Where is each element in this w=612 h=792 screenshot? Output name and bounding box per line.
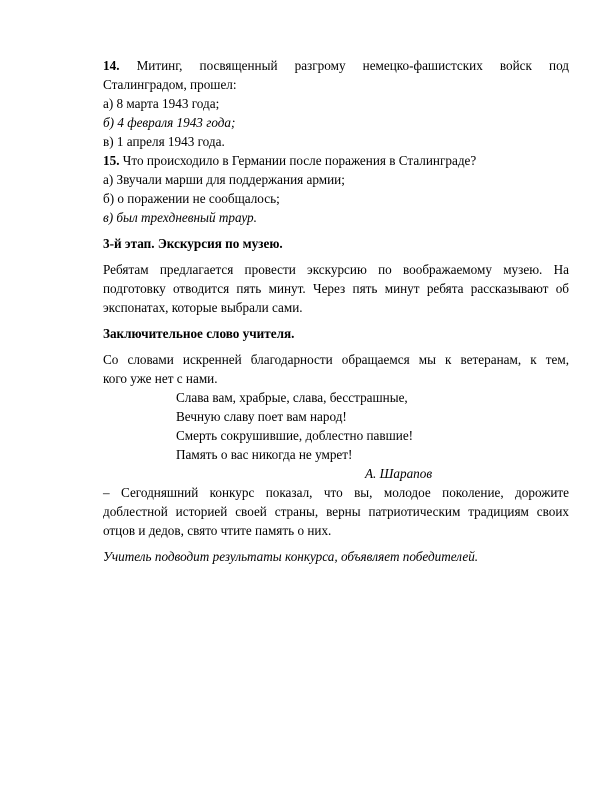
closing-intro-line-2: кого уже нет с нами. (103, 371, 218, 386)
poem-line-4: Память о вас никогда не умрет! (176, 447, 353, 462)
question-15-answer-c: в) был трехдневный траур. (103, 210, 257, 225)
poem-line-1: Слава вам, храбрые, слава, бесстрашные, (176, 390, 408, 405)
question-15 (103, 151, 569, 227)
poem (176, 388, 569, 464)
speech-line-3: отцов и дедов, свято чтите память о них. (103, 523, 332, 538)
question-14 (103, 56, 569, 151)
closing-heading: Заключительное слово учителя. (103, 326, 295, 341)
question-15-answer-b: б) о поражении не сообщалось; (103, 191, 280, 206)
poem-line-3: Смерть сокрушившие, доблестно павшие! (176, 428, 414, 443)
question-15-number: 15. (103, 153, 120, 168)
stage-3-line-2: подготовку отводится пять минут. Через пять минут ребята рассказывают об (103, 281, 569, 296)
question-15-text: Что происходило в Германии после поражения в Сталинграде? (122, 153, 477, 168)
stage-3-line-1: Ребятам предлагается провести экскурсию по воображаемому музею. На (103, 262, 569, 277)
stage-3-heading: 3-й этап. Экскурсия по музею. (103, 236, 283, 251)
closing-intro (103, 350, 569, 388)
question-14-answer-b: б) 4 февраля 1943 года; (103, 115, 236, 130)
stage-3-line-3: экспонатах, которые выбрали сами. (103, 300, 303, 315)
closing-section (103, 324, 569, 566)
poem-line-2: Вечную славу поет вам народ! (176, 409, 347, 424)
closing-intro-line-1: Со словами искренней благодарности обращаемся мы к ветеранам, к тем, (103, 352, 569, 367)
question-14-number: 14. (103, 58, 120, 73)
question-14-line-2: Сталинградом, прошел: (103, 77, 237, 92)
poem-author: А. Шарапов (365, 466, 433, 481)
speech-line-2: доблестной историей своей страны, верны патриотическим традициям своих (103, 504, 569, 519)
document-body (103, 56, 569, 566)
stage-3-paragraph (103, 260, 569, 317)
question-14-line-1 (103, 56, 569, 75)
question-15-line (103, 151, 569, 170)
final-remark: Учитель подводит результаты конкурса, объявляет победителей. (103, 549, 479, 564)
question-14-answer-a: а) 8 марта 1943 года; (103, 96, 220, 111)
question-14-answer-c: в) 1 апреля 1943 года. (103, 134, 225, 149)
question-15-answer-a: а) Звучали марши для поддержания армии; (103, 172, 345, 187)
teacher-speech (103, 483, 569, 540)
question-14-text: Митинг, посвященный разгрому немецко-фашистских войск под (136, 58, 570, 73)
stage-3-section (103, 234, 569, 317)
speech-line-1: – Сегодняшний конкурс показал, что вы, молодое поколение, дорожите (103, 485, 569, 500)
